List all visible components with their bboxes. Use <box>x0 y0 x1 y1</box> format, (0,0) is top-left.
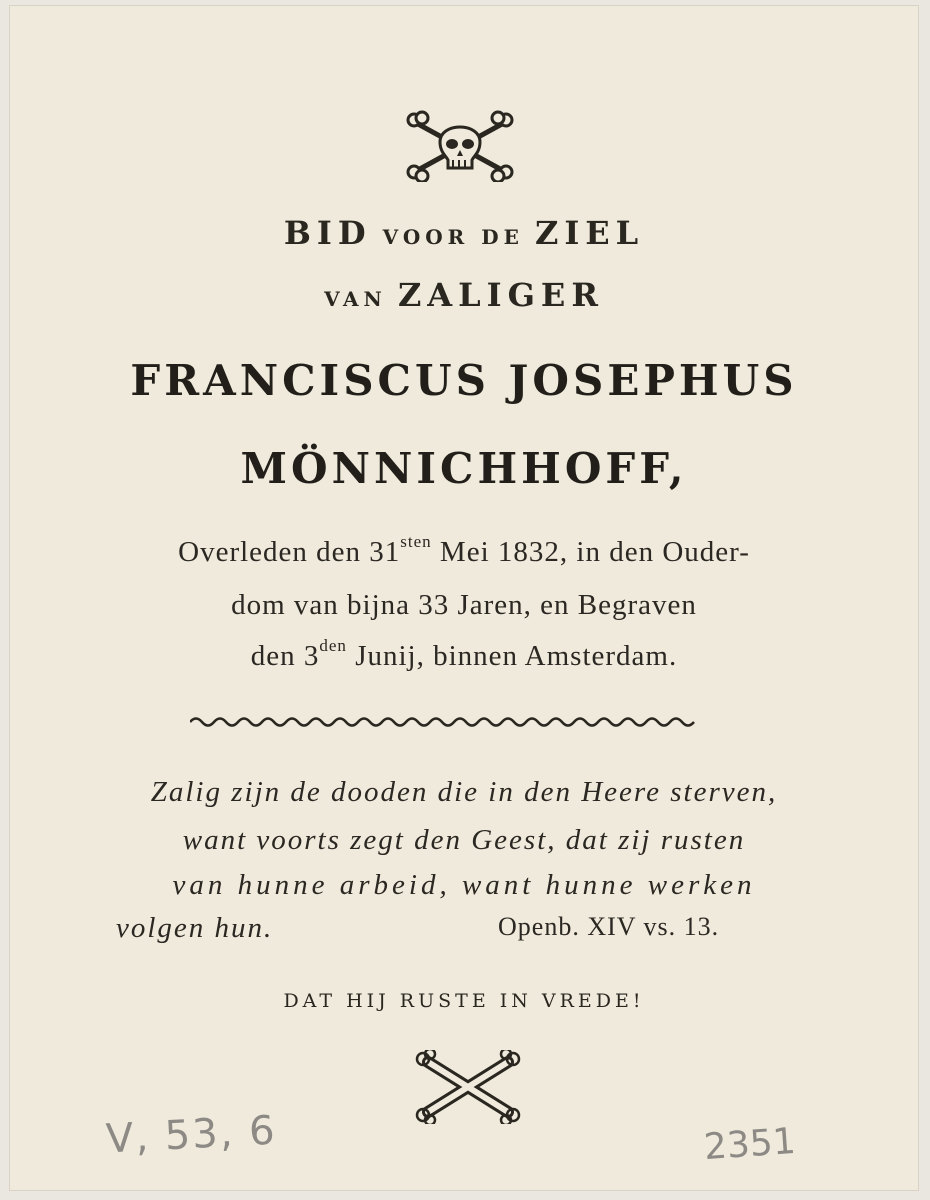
heading-word-bid: BID <box>283 214 372 252</box>
heading-word-ziel: ZIEL <box>534 214 645 252</box>
details-line-1-sup: sten <box>400 532 432 551</box>
verse-line-2: want voorts zegt den Geest, dat zij rusten <box>182 824 746 856</box>
archive-annotation-left: V, 53, 6 <box>104 1107 278 1163</box>
details-line-3-start: den 3 <box>250 640 320 672</box>
heading-line-1 <box>10 214 918 252</box>
wavy-divider <box>190 712 700 732</box>
name-last: MÖNNICHHOFF, <box>240 444 688 493</box>
skull-and-crossbones-icon <box>404 110 516 182</box>
details-line-1-start: Overleden den 31 <box>178 536 401 568</box>
verse-line-4-text: volgen hun. <box>116 912 274 944</box>
archive-annotation-right: 2351 <box>702 1120 797 1169</box>
details-line-2: dom van bijna 33 Jaren, en Begraven <box>231 589 697 621</box>
details-line-1-end: Mei 1832, in den Ouder- <box>431 536 750 568</box>
verse-line-4 <box>10 912 918 952</box>
memorial-card <box>10 6 918 1190</box>
bible-reference: Openb. XIV vs. 13. <box>498 912 720 941</box>
details-line-3-sup: den <box>319 636 347 655</box>
details-line-1 <box>10 532 918 569</box>
verse-line-3: van hunne arbeid, want hunne werken <box>172 869 756 901</box>
name-first: FRANCISCUS JOSEPHUS <box>130 356 798 405</box>
details-line-3-end: Junij, binnen Amsterdam. <box>346 640 678 672</box>
details-line-3 <box>10 636 918 673</box>
closing-line: DAT HIJ RUSTE IN VREDE! <box>283 990 645 1012</box>
heading-line-2 <box>10 276 918 314</box>
heading-word-zaliger: ZALIGER <box>397 276 604 314</box>
verse-line-1: Zalig zijn de dooden die in den Heere sterven, <box>150 776 778 808</box>
heading-word-van: VAN <box>324 287 387 311</box>
heading-word-voor-de: VOOR DE <box>382 225 524 249</box>
crossed-bones-icon <box>412 1050 524 1124</box>
